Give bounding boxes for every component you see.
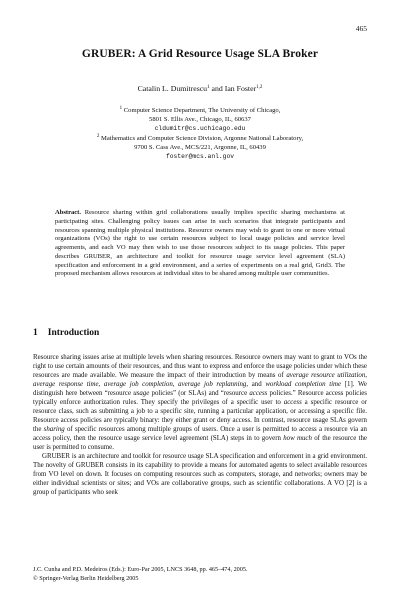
paragraph-2: GRUBER is an architecture and toolkit for resource usage SLA specification and enforcement in a grid environment. The novelty of GRUBER consists in its capability to provide a means for automated agents to select available resources from VO level on down. It focuses on computing resources such as computers, storage, and networks; owners may be either individual scientists or sites; and VOs are collaborative groups, such as scientific collaborations. A VO [2] is a group of participants who seek <box>33 453 367 496</box>
abstract <box>55 209 345 279</box>
page-number: 465 <box>355 24 367 33</box>
author-2: Ian Foster <box>224 84 257 93</box>
affiliation-2-line1: $^2$ Mathematics and Computer Science Division, Argonne National Laboratory, <box>96 133 304 142</box>
affiliations <box>0 106 400 161</box>
affiliation-2-number: 2 <box>96 133 100 139</box>
footer-citation: J.C. Cunha and P.D. Medeiros (Eds.): Euro-Par 2005, LNCS 3648, pp. 465–474, 2005. <box>33 566 248 573</box>
author-1: Catalin L. Dumitrescu <box>137 84 208 93</box>
author-1-affil: 1 <box>207 85 210 90</box>
paragraph-1: Resource sharing issues arise at multiple levels when sharing resources. Resource owners may want to grant to VOs the right to use certain amounts of their resources, and thus want to express and enforce the usage policies under which these resources are made available. We measure the impact of their introduction by means of average resource utilization, average response time, average job completion, average job replanning, and workload completion time [1]. We distinguish here between “resource usage policies” (or SLAs) and “resource access policies.” Resource access policies typically enforce authorization rules. They specify the privileges of a specific user to access a specific resource or resource class, such as submitting a job to a specific site, running a particular application, or accessing a specific file. Resource access policies are typically binary: they either grant or deny access. In contrast, resource usage SLAs govern the sharing of specific resources among multiple groups of users. Once a user is permitted to access a resource via an access policy, then the resource usage service level agreement (SLA) steps in to govern how much of the resource the user is permitted to consume. <box>33 354 368 451</box>
footer <box>33 566 248 583</box>
affiliation-1-email: cldumitr@cs.uchicago.edu <box>154 125 246 133</box>
section-number: 1 <box>33 328 38 338</box>
affiliation-1-address: 5801 S. Ellis Ave., Chicago, IL, 60637 <box>149 116 251 124</box>
section-title: Introduction <box>47 328 100 338</box>
affiliation-1-number: 1 <box>119 106 123 111</box>
author-2-affil: 1,2 <box>256 85 263 90</box>
author-separator: and <box>209 84 225 93</box>
abstract-label: Abstract. <box>55 209 81 216</box>
section-heading <box>33 328 99 338</box>
footer-copyright: © Springer-Verlag Berlin Heidelberg 2005 <box>33 574 139 582</box>
body-text <box>33 353 367 497</box>
affiliation-2-email: foster@mcs.anl.gov <box>165 153 235 161</box>
affiliation-1-line1: $^1$ Computer Science Department, The University of Chicago, <box>119 106 281 114</box>
author-line <box>0 84 400 93</box>
paper-title: GRUBER: A Grid Resource Usage SLA Broker <box>81 48 319 60</box>
abstract-text: Resource sharing within grid collaborations usually implies specific sharing mechanisms at participating sites. Challenging policy issues can arise in such scenarios that integrate participants and resources spanning multiple physical institutions. Resource owners may wish to grant to one or more virtual organizations (VOs) the right to use certain resources subject to local usage policies and service level agreements, and each VO may then wish to use those resources subject to its usage policies. This paper describes GRUBER, an architecture and toolkit for resource usage service level agreement (SLA) specification and enforcement in a grid environment, and a series of experiments on a real grid, Grid3. The proposed mechanism allows resources at individual sites to be shared among multiple user communities. <box>55 209 345 278</box>
affiliation-2-address: 9700 S. Cass Ave., MCS/221, Argonne, IL, 60439 <box>134 143 266 151</box>
